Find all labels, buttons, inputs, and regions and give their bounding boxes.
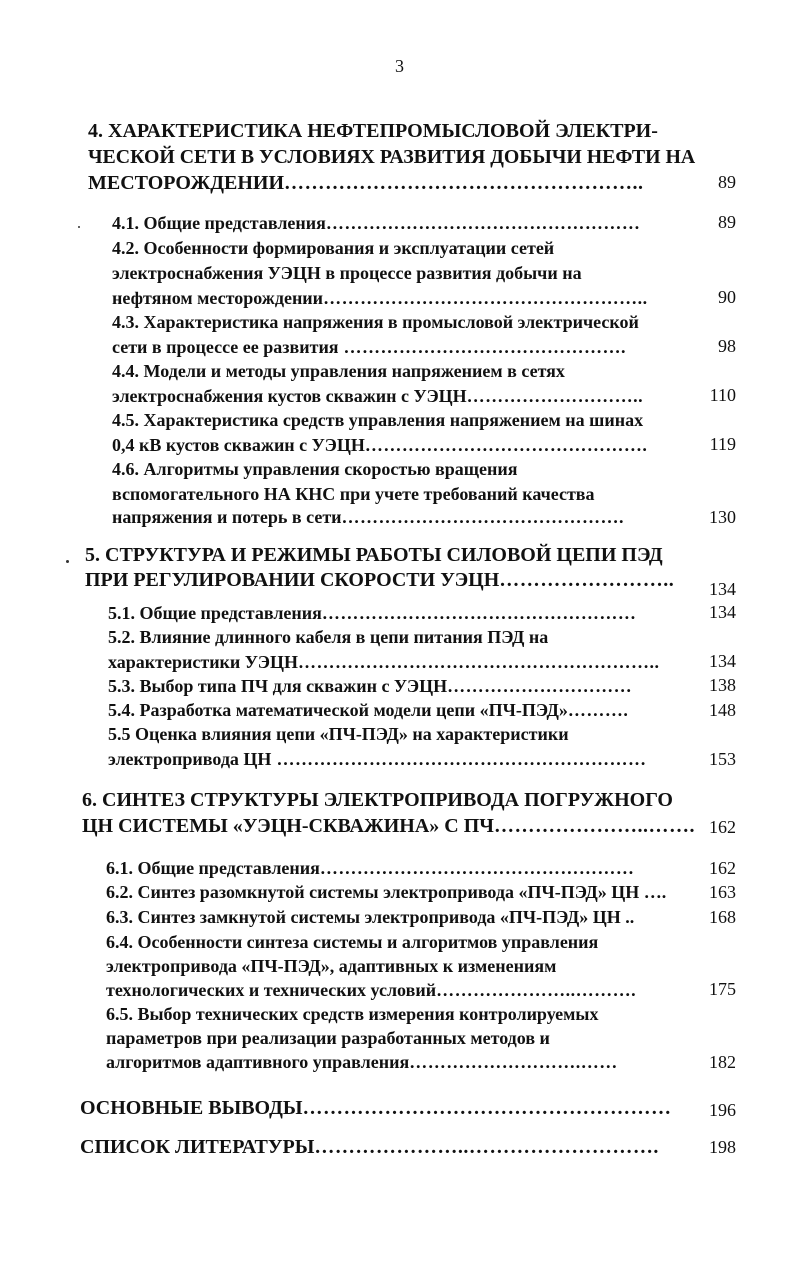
toc-page-number: 134 — [709, 651, 736, 671]
toc-leader-dots: ………………………… — [447, 676, 633, 696]
toc-line-s55-l1 — [108, 722, 569, 746]
toc-leader-dots: ………………………………………. — [338, 337, 627, 357]
toc-entry-text: 6.4. Особенности синтеза системы и алгоритмов управления — [106, 932, 599, 952]
toc-entry-text: ЧЕСКОЙ СЕТИ В УСЛОВИЯХ РАЗВИТИЯ ДОБЫЧИ НЕФТИ НА — [88, 146, 696, 168]
toc-line-s46-l2 — [112, 482, 595, 506]
toc-leader-dots: …………………………………………….. — [284, 172, 644, 194]
toc-entry-text: 4.2. Особенности формирования и эксплуатации сетей — [112, 238, 555, 258]
toc-entry-text: 4.4. Модели и методы управления напряжением в сетях — [112, 361, 565, 381]
toc-page-number: 130 — [709, 507, 736, 527]
toc-page-number: 119 — [709, 434, 736, 454]
toc-entry-text: алгоритмов адаптивного управления — [106, 1052, 410, 1072]
toc-entry-text: 4.5. Характеристика средств управления напряжением на шинах — [112, 410, 644, 430]
toc-line-ch4-l1 — [88, 119, 658, 143]
toc-leader-dots: …………………………………………………… — [271, 749, 647, 769]
toc-entry-text: электропривода «ПЧ-ПЭД», адаптивных к изменениям — [106, 956, 557, 976]
toc-leader-dots: ………. — [567, 700, 629, 720]
toc-page-number: 110 — [709, 385, 736, 405]
toc-entry-text: 5.2. Влияние длинного кабеля в цепи питания ПЭД на — [108, 627, 549, 647]
toc-line-s46-l1 — [112, 457, 517, 481]
toc-page-number: 134 — [709, 579, 736, 599]
toc-page-number: 168 — [709, 907, 736, 927]
toc-line-s42-l2 — [112, 261, 582, 285]
toc-entry-text: 4.1. Общие представления — [112, 213, 326, 233]
toc-entry-text: характеристики УЭЦН — [108, 652, 298, 672]
toc-leader-dots: ……………………………………………… — [302, 1097, 672, 1119]
toc-line-s51 — [108, 601, 636, 625]
toc-leader-dots: …………………………………………… — [325, 213, 641, 233]
toc-entry-text: напряжения и потерь в сети — [112, 507, 342, 527]
toc-line-s44-l2 — [112, 384, 643, 408]
toc-page-number: 175 — [709, 979, 736, 999]
toc-line-ch5-l2 — [85, 568, 674, 592]
toc-leader-dots: ………………………………………………….. — [297, 652, 660, 672]
toc-line-ch6-l1 — [82, 788, 673, 812]
toc-leader-dots: …………………………………………….. — [323, 288, 648, 308]
toc-line-references — [80, 1135, 659, 1159]
toc-page-number: 98 — [718, 336, 736, 356]
toc-page-number: 134 — [709, 602, 736, 622]
toc-leader-dots: …………………..……. — [493, 815, 695, 837]
toc-leader-dots: …………………………………………… — [321, 603, 637, 623]
toc-leader-dots: ……………………….…… — [409, 1052, 618, 1072]
toc-entry-text: 6.5. Выбор технических средств измерения контролируемых — [106, 1004, 599, 1024]
toc-line-s53 — [108, 674, 632, 698]
toc-line-s45-l2 — [112, 433, 647, 457]
toc-entry-text: нефтяном месторождении — [112, 288, 324, 308]
toc-leader-dots: …………………….. — [499, 569, 675, 591]
toc-entry-text: ОСНОВНЫЕ ВЫВОДЫ — [80, 1097, 303, 1119]
toc-entry-text: электропривода ЦН — [108, 749, 272, 769]
toc-line-s52-l2 — [108, 650, 659, 674]
toc-entry-text: 5.1. Общие представления — [108, 603, 322, 623]
toc-line-s52-l1 — [108, 625, 548, 649]
toc-line-s65-l3 — [106, 1050, 618, 1074]
page-number: 3 — [395, 56, 404, 76]
toc-line-ch6-l2 — [82, 814, 695, 838]
toc-line-s64-l1 — [106, 930, 598, 954]
toc-line-ch4-l3 — [88, 171, 644, 195]
toc-line-s45-l1 — [112, 408, 643, 432]
toc-entry-text: 4.6. Алгоритмы управления скоростью вращения — [112, 459, 518, 479]
toc-line-ch5-l1 — [85, 543, 663, 567]
toc-line-s63 — [106, 905, 634, 929]
toc-page-number: 90 — [718, 287, 736, 307]
toc-entry-text: параметров при реализации разработанных методов и — [106, 1028, 550, 1048]
toc-entry-text: сети в процессе ее развития — [112, 337, 339, 357]
toc-line-s62 — [106, 880, 666, 904]
toc-entry-text: 6.3. Синтез замкнутой системы электропривода «ПЧ-ПЭД» ЦН .. — [106, 907, 635, 927]
scan-speck — [78, 226, 80, 228]
toc-entry-text: 4.3. Характеристика напряжения в промысловой электрической — [112, 312, 639, 332]
toc-entry-text: ЦН СИСТЕМЫ «УЭЦН-СКВАЖИНА» С ПЧ — [82, 815, 494, 837]
toc-page-number: 198 — [709, 1137, 736, 1157]
toc-line-conclusions — [80, 1096, 672, 1120]
toc-entry-text: 5.3. Выбор типа ПЧ для скважин с УЭЦН — [108, 676, 448, 696]
toc-leader-dots: …………………………………………… — [319, 858, 635, 878]
toc-entry-text: 5. СТРУКТУРА И РЕЖИМЫ РАБОТЫ СИЛОВОЙ ЦЕПИ ПЭД — [85, 544, 663, 566]
toc-entry-text: 4. ХАРАКТЕРИСТИКА НЕФТЕПРОМЫСЛОВОЙ ЭЛЕКТРИ- — [88, 120, 658, 142]
toc-line-ch4-l2 — [88, 145, 695, 169]
toc-entry-text: 5.4. Разработка математической модели цепи «ПЧ-ПЭД» — [108, 700, 568, 720]
toc-line-s61 — [106, 856, 634, 880]
toc-entry-text: технологических и технических условий — [106, 980, 437, 1000]
scan-speck — [66, 560, 69, 563]
toc-leader-dots: ……………………….. — [466, 386, 644, 406]
toc-entry-text: вспомогательного НА КНС при учете требований качества — [112, 484, 595, 504]
toc-line-s54 — [108, 698, 628, 722]
toc-entry-text: 6.1. Общие представления — [106, 858, 320, 878]
toc-line-s64-l3 — [106, 978, 636, 1002]
toc-line-s42-l3 — [112, 286, 648, 310]
toc-entry-text: электроснабжения кустов скважин с УЭЦН — [112, 386, 467, 406]
toc-entry-text: СПИСОК ЛИТЕРАТУРЫ — [80, 1136, 315, 1158]
toc-entry-text: ПРИ РЕГУЛИРОВАНИИ СКОРОСТИ УЭЦН — [85, 569, 500, 591]
toc-page-number: 89 — [718, 212, 736, 232]
toc-line-s46-l3 — [112, 505, 624, 529]
toc-line-s65-l2 — [106, 1026, 550, 1050]
toc-line-s42-l1 — [112, 236, 554, 260]
toc-entry-text: 0,4 кВ кустов скважин с УЭЦН — [112, 435, 365, 455]
toc-page-number: 138 — [709, 675, 736, 695]
toc-entry-text: 5.5 Оценка влияния цепи «ПЧ-ПЭД» на характеристики — [108, 724, 569, 744]
toc-line-s44-l1 — [112, 359, 565, 383]
toc-leader-dots: …………………..………. — [436, 980, 637, 1000]
toc-page-number: 162 — [709, 858, 736, 878]
toc-line-s43-l1 — [112, 310, 639, 334]
toc-entry-text: 6. СИНТЕЗ СТРУКТУРЫ ЭЛЕКТРОПРИВОДА ПОГРУЖНОГО — [82, 789, 673, 811]
toc-page-number: 162 — [709, 817, 736, 837]
toc-line-s55-l2 — [108, 747, 646, 771]
toc-line-s64-l2 — [106, 954, 556, 978]
toc-page-number: 163 — [709, 882, 736, 902]
toc-leader-dots: …………………..………………………. — [314, 1136, 659, 1158]
toc-leader-dots: ………………………………………. — [341, 507, 625, 527]
toc-line-s65-l1 — [106, 1002, 598, 1026]
toc-entry-text: МЕСТОРОЖДЕНИИ — [88, 172, 284, 194]
toc-page-number: 196 — [709, 1100, 736, 1120]
toc-page-number: 89 — [718, 172, 736, 192]
toc-leader-dots: ………………………………………. — [364, 435, 648, 455]
toc-page-number: 148 — [709, 700, 736, 720]
toc-line-s41 — [112, 211, 640, 235]
toc-entry-text: электроснабжения УЭЦН в процессе развития добычи на — [112, 263, 582, 283]
toc-page-number: 153 — [709, 749, 736, 769]
toc-entry-text: 6.2. Синтез разомкнутой системы электропривода «ПЧ-ПЭД» ЦН …. — [106, 882, 667, 902]
toc-page-number: 182 — [709, 1052, 736, 1072]
toc-line-s43-l2 — [112, 335, 626, 359]
